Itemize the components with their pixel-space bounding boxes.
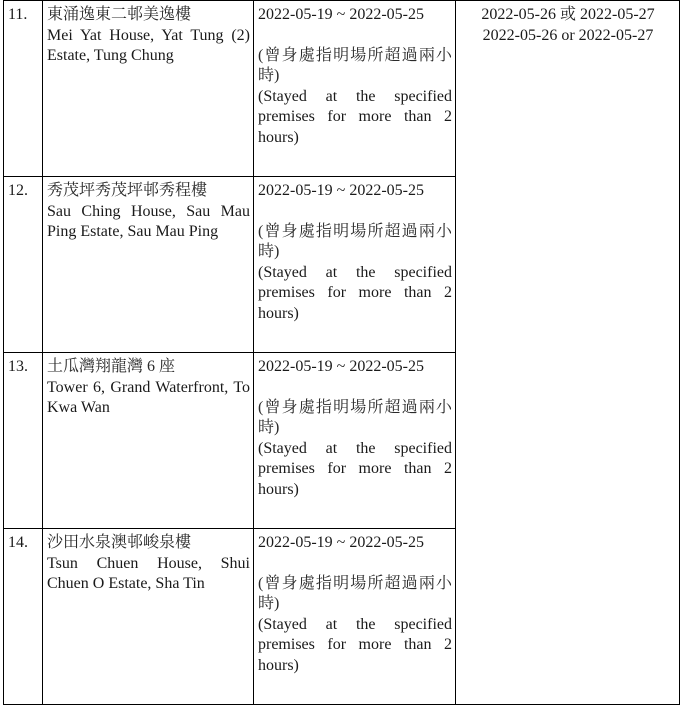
building-cell	[43, 177, 254, 353]
date-range: 2022-05-19 ~ 2022-05-25	[258, 182, 424, 199]
date-range: 2022-05-19 ~ 2022-05-25	[258, 6, 424, 23]
test-dates-en: 2022-05-26 or 2022-05-27	[482, 26, 654, 44]
date-cell	[254, 353, 456, 529]
row-number: 14.	[4, 529, 43, 705]
building-name-zh: 東涌逸東二邨美逸樓	[47, 6, 192, 23]
building-cell	[43, 353, 254, 529]
row-number: 11.	[4, 1, 43, 177]
test-dates-zh: 2022-05-26 或 2022-05-27	[481, 6, 655, 23]
stay-note-zh: (曾身處指明場所超過兩小時)	[258, 46, 452, 84]
date-cell	[254, 1, 456, 177]
test-dates-cell	[456, 1, 680, 705]
stay-note-en: (Stayed at the specified premises for more than 2 hours)	[258, 263, 452, 322]
building-cell	[43, 1, 254, 177]
building-name-zh: 土瓜灣翔龍灣 6 座	[47, 358, 176, 375]
building-name-en: Sau Ching House, Sau Mau Ping Estate, Sau Mau Ping	[47, 202, 250, 240]
date-range: 2022-05-19 ~ 2022-05-25	[258, 358, 424, 375]
table-row	[4, 1, 680, 177]
building-name-en: Tsun Chuen House, Shui Chuen O Estate, Sha Tin	[47, 554, 250, 592]
stay-note-en: (Stayed at the specified premises for more than 2 hours)	[258, 439, 452, 498]
building-name-en: Mei Yat House, Yat Tung (2) Estate, Tung Chung	[47, 26, 250, 64]
building-cell	[43, 529, 254, 705]
stay-note-zh: (曾身處指明場所超過兩小時)	[258, 574, 452, 612]
date-cell	[254, 177, 456, 353]
building-name-zh: 沙田水泉澳邨峻泉樓	[47, 534, 192, 551]
building-name-en: Tower 6, Grand Waterfront, To Kwa Wan	[47, 378, 250, 416]
stay-note-zh: (曾身處指明場所超過兩小時)	[258, 222, 452, 260]
stay-note-en: (Stayed at the specified premises for more than 2 hours)	[258, 615, 452, 674]
date-range: 2022-05-19 ~ 2022-05-25	[258, 534, 424, 551]
specified-premises-table	[3, 0, 680, 705]
row-number: 12.	[4, 177, 43, 353]
stay-note-en: (Stayed at the specified premises for more than 2 hours)	[258, 87, 452, 146]
row-number: 13.	[4, 353, 43, 529]
building-name-zh: 秀茂坪秀茂坪邨秀程樓	[47, 182, 208, 199]
date-cell	[254, 529, 456, 705]
stay-note-zh: (曾身處指明場所超過兩小時)	[258, 398, 452, 436]
